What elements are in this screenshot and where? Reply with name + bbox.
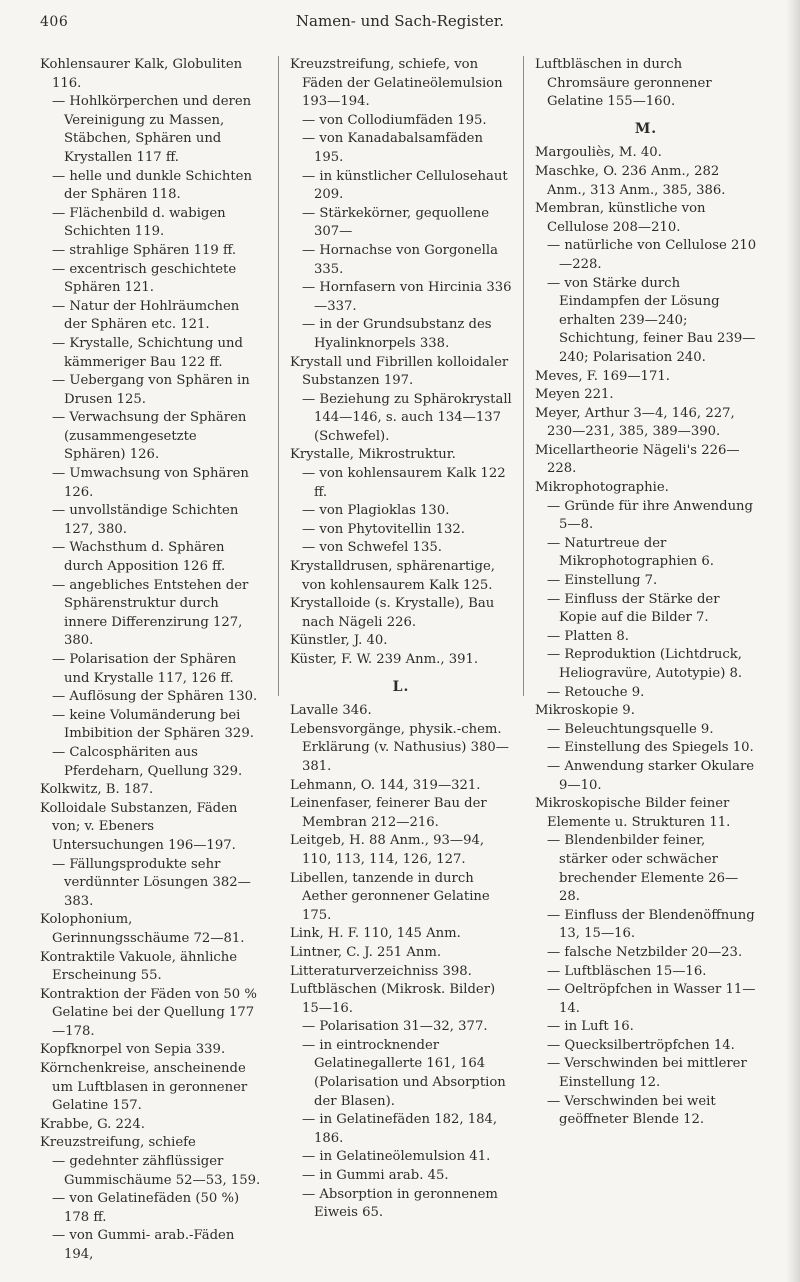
index-subentry: — Hornachse von Gorgonella 335. xyxy=(302,242,498,277)
index-subentry: — Platten 8. xyxy=(547,628,630,644)
index-entry: Lehmann, O. 144, 319—321. xyxy=(290,777,481,793)
index-subentry: — gedehnter zähflüssiger Gummischäume 52—53, 159. xyxy=(52,1154,261,1188)
index-subentry: — Wachsthum d. Sphären durch Apposition 126 ff. xyxy=(52,540,226,575)
index-subentry: — Naturtreue der Mikrophotographien 6. xyxy=(547,535,714,570)
index-entry: Mikrophotographie. xyxy=(535,480,669,496)
index-entry: Künstler, J. 40. xyxy=(290,633,388,649)
index-entry: Kolloidale Substanzen, Fäden von; v. Ebeners Untersuchungen 196—197. xyxy=(40,800,238,853)
index-entry: Leinenfaser, feinerer Bau der Membran 212—216. xyxy=(290,796,487,830)
index-entry: Lebensvorgänge, physik.-chem. Erklärung (v. Nathusius) 380—381. xyxy=(290,721,509,774)
index-subentry: — Einfluss der Blendenöffnung 13, 15—16. xyxy=(547,907,755,942)
index-entry: Lintner, C. J. 251 Anm. xyxy=(290,944,442,960)
index-entry: Luftbläschen in durch Chromsäure geronnener Gelatine 155—160. xyxy=(535,57,712,110)
index-subentry: — Umwachsung von Sphären 126. xyxy=(52,466,249,500)
index-subentry: — Fällungsprodukte sehr verdünnter Lösungen 382—383. xyxy=(52,856,251,909)
index-entry: Krystalle, Mikrostruktur. xyxy=(290,447,456,463)
index-subentry: — von kohlensaurem Kalk 122 ff. xyxy=(302,466,506,500)
index-subentry: — Luftbläschen 15—16. xyxy=(547,963,707,979)
section-letter: M. xyxy=(634,120,658,137)
index-entry: Kolophonium, Gerinnungsschäume 72—81. xyxy=(40,912,245,946)
index-subentry: — von Gelatinefäden (50 %) 178 ff. xyxy=(52,1191,240,1225)
index-entry: Küster, F. W. 239 Anm., 391. xyxy=(290,652,479,667)
index-entry: Körnchenkreise, anscheinende um Luftblasen in geronnener Gelatine 157. xyxy=(40,1061,248,1114)
index-entry: Litteraturverzeichniss 398. xyxy=(290,963,472,979)
index-entry: Leitgeb, H. 88 Anm., 93—94, 110, 113, 114, 126, 127. xyxy=(290,833,485,867)
index-subentry: — Beleuchtungsquelle 9. xyxy=(547,721,714,737)
index-subentry: — Blendenbilder feiner, stärker oder schwächer brechender Elemente 26—28. xyxy=(547,833,739,905)
index-subentry: — Oeltröpfchen in Wasser 11—14. xyxy=(547,982,756,1016)
column-rule-right xyxy=(523,56,524,696)
index-entry: Luftbläschen (Mikrosk. Bilder) 15—16. xyxy=(290,982,496,1016)
index-entry: Kolkwitz, B. 187. xyxy=(40,782,154,798)
index-subentry: — Quecksilbertröpfchen 14. xyxy=(547,1037,735,1053)
index-subentry: — Hohlkörperchen und deren Vereinigung zu Massen, Stäbchen, Sphären und Krystallen 117 ff. xyxy=(52,94,252,165)
index-subentry: — Natur der Hohlräumchen der Sphären etc. 121. xyxy=(52,298,240,333)
index-subentry: — Anwendung starker Okulare 9—10. xyxy=(547,758,755,793)
index-subentry: — Reproduktion (Lichtdruck, Heliogravüre, Autotypie) 8. xyxy=(547,647,743,681)
index-entry: Kreuzstreifung, schiefe, von Fäden der Gelatineölemulsion 193—194. xyxy=(290,57,503,110)
index-subentry: — falsche Netzbilder 20—23. xyxy=(547,944,743,960)
index-subentry: — von Phytovitellin 132. xyxy=(302,521,465,537)
index-subentry: — in der Grundsubstanz des Hyalinknorpels 338. xyxy=(302,317,492,351)
index-entry: Margouliès, M. 40. xyxy=(535,145,662,161)
index-entry: Micellartheorie Nägeli's 226—228. xyxy=(535,442,740,477)
index-entry: Kreuzstreifung, schiefe xyxy=(40,1135,196,1151)
index-entry: Kontraktion der Fäden von 50 % Gelatine bei der Quellung 177—178. xyxy=(40,986,257,1039)
index-subentry: — Flächenbild d. wabigen Schichten 119. xyxy=(52,205,226,240)
index-entry: Mikroskopische Bilder feiner Elemente u. Strukturen 11. xyxy=(535,796,731,830)
index-subentry: — Calcosphäriten aus Pferdeharn, Quellung 329. xyxy=(52,744,243,779)
column-rule-left xyxy=(278,56,279,696)
index-subentry: — Verwachsung der Sphären (zusammengesetzte Sphären) 126. xyxy=(52,410,247,463)
index-entry: Kopfknorpel von Sepia 339. xyxy=(40,1042,226,1058)
index-entry: Libellen, tanzende in durch Aether geronnener Gelatine 175. xyxy=(290,870,490,923)
index-subentry: — von Plagioklas 130. xyxy=(302,503,450,519)
index-subentry: — Uebergang von Sphären in Drusen 125. xyxy=(52,373,250,407)
index-subentry: — von Schwefel 135. xyxy=(302,540,442,556)
index-subentry: — von Stärke durch Eindampfen der Lösung erhalten 239—240; Schichtung, feiner Bau 239—240; Polarisation 240. xyxy=(547,275,756,365)
index-subentry: — unvollständige Schichten 127, 380. xyxy=(52,503,239,537)
index-subentry: — Polarisation 31—32, 377. xyxy=(302,1019,488,1035)
index-subentry: — in Luft 16. xyxy=(547,1019,634,1035)
index-column-3 xyxy=(535,56,757,1130)
index-entry: Link, H. F. 110, 145 Anm. xyxy=(290,926,461,942)
section-letter: L. xyxy=(392,678,410,695)
index-entry: Kontraktile Vakuole, ähnliche Erscheinung 55. xyxy=(40,949,238,984)
index-subentry: — Verschwinden bei weit geöffneter Blende 12. xyxy=(547,1093,716,1128)
index-entry: Maschke, O. 236 Anm., 282 Anm., 313 Anm., 385, 386. xyxy=(535,163,726,198)
index-subentry: — von Gummi- arab.-Fäden 194, xyxy=(52,1228,235,1262)
index-subentry: — helle und dunkle Schichten der Sphären 118. xyxy=(52,168,252,203)
index-entry: Krystall und Fibrillen kolloidaler Substanzen 197. xyxy=(290,354,509,389)
index-subentry: — Einstellung 7. xyxy=(547,573,658,589)
index-entry: Membran, künstliche von Cellulose 208—210. xyxy=(535,201,706,235)
index-subentry: — excentrisch geschichtete Sphären 121. xyxy=(52,261,237,296)
index-entry: Meyer, Arthur 3—4, 146, 227, 230—231, 385, 389—390. xyxy=(535,405,735,440)
index-subentry: — keine Volumänderung bei Imbibition der Sphären 329. xyxy=(52,707,254,742)
index-entry: Krystalldrusen, sphärenartige, von kohlensaurem Kalk 125. xyxy=(290,559,495,593)
index-subentry: — in Gummi arab. 45. xyxy=(302,1168,449,1184)
index-column-2 xyxy=(290,56,512,1223)
index-entry: Lavalle 346. xyxy=(290,703,372,719)
index-subentry: — Retouche 9. xyxy=(547,684,645,700)
running-head: Namen- und Sach-Register. xyxy=(295,12,505,30)
index-subentry: — in eintrocknender Gelatinegallerte 161, 164 (Polarisation und Absorption der Blasen). xyxy=(302,1037,506,1109)
index-subentry: — Hornfasern von Hircinia 336—337. xyxy=(302,280,512,314)
index-subentry: — von Kanadabalsamfäden 195. xyxy=(302,131,483,165)
index-subentry: — Polarisation der Sphären und Krystalle 117, 126 ff. xyxy=(52,652,237,686)
index-subentry: — in Gelatinefäden 182, 184, 186. xyxy=(302,1112,498,1146)
index-entry: Mikroskopie 9. xyxy=(535,703,635,719)
index-subentry: — Einstellung des Spiegels 10. xyxy=(547,740,754,756)
index-subentry: — strahlige Sphären 119 ff. xyxy=(52,242,237,258)
index-entry: Krabbe, G. 224. xyxy=(40,1116,145,1132)
index-subentry: — Krystalle, Schichtung und kämmeriger Bau 122 ff. xyxy=(52,335,243,370)
index-column-1 xyxy=(40,56,262,1265)
index-subentry: — in künstlicher Cellulosehaut 209. xyxy=(302,168,508,203)
index-subentry: — angebliches Entstehen der Sphärenstruktur durch innere Differenzirung 127, 380. xyxy=(52,577,249,649)
index-entry: Meyen 221. xyxy=(535,387,614,403)
index-entry: Krystalloide (s. Krystalle), Bau nach Nägeli 226. xyxy=(290,596,495,630)
page-edge-shadow xyxy=(786,0,800,1282)
index-subentry: — von Collodiumfäden 195. xyxy=(302,112,487,128)
index-subentry: — Beziehung zu Sphärokrystall 144—146, s. auch 134—137 (Schwefel). xyxy=(302,391,512,444)
index-subentry: — natürliche von Cellulose 210—228. xyxy=(547,238,757,272)
index-subentry: — Stärkekörner, gequollene 307— xyxy=(302,205,490,240)
index-subentry: — Absorption in geronnenem Eiweis 65. xyxy=(302,1186,498,1221)
index-entry: Kohlensaurer Kalk, Globuliten 116. xyxy=(40,57,243,91)
index-subentry: — Verschwinden bei mittlerer Einstellung 12. xyxy=(547,1056,747,1091)
index-subentry: — Auflösung der Sphären 130. xyxy=(52,689,258,705)
page-number: 406 xyxy=(40,14,69,30)
index-subentry: — Gründe für ihre Anwendung 5—8. xyxy=(547,498,753,533)
index-subentry: — in Gelatineölemulsion 41. xyxy=(302,1149,491,1165)
index-subentry: — Einfluss der Stärke der Kopie auf die Bilder 7. xyxy=(547,591,720,626)
index-entry: Meves, F. 169—171. xyxy=(535,368,670,384)
